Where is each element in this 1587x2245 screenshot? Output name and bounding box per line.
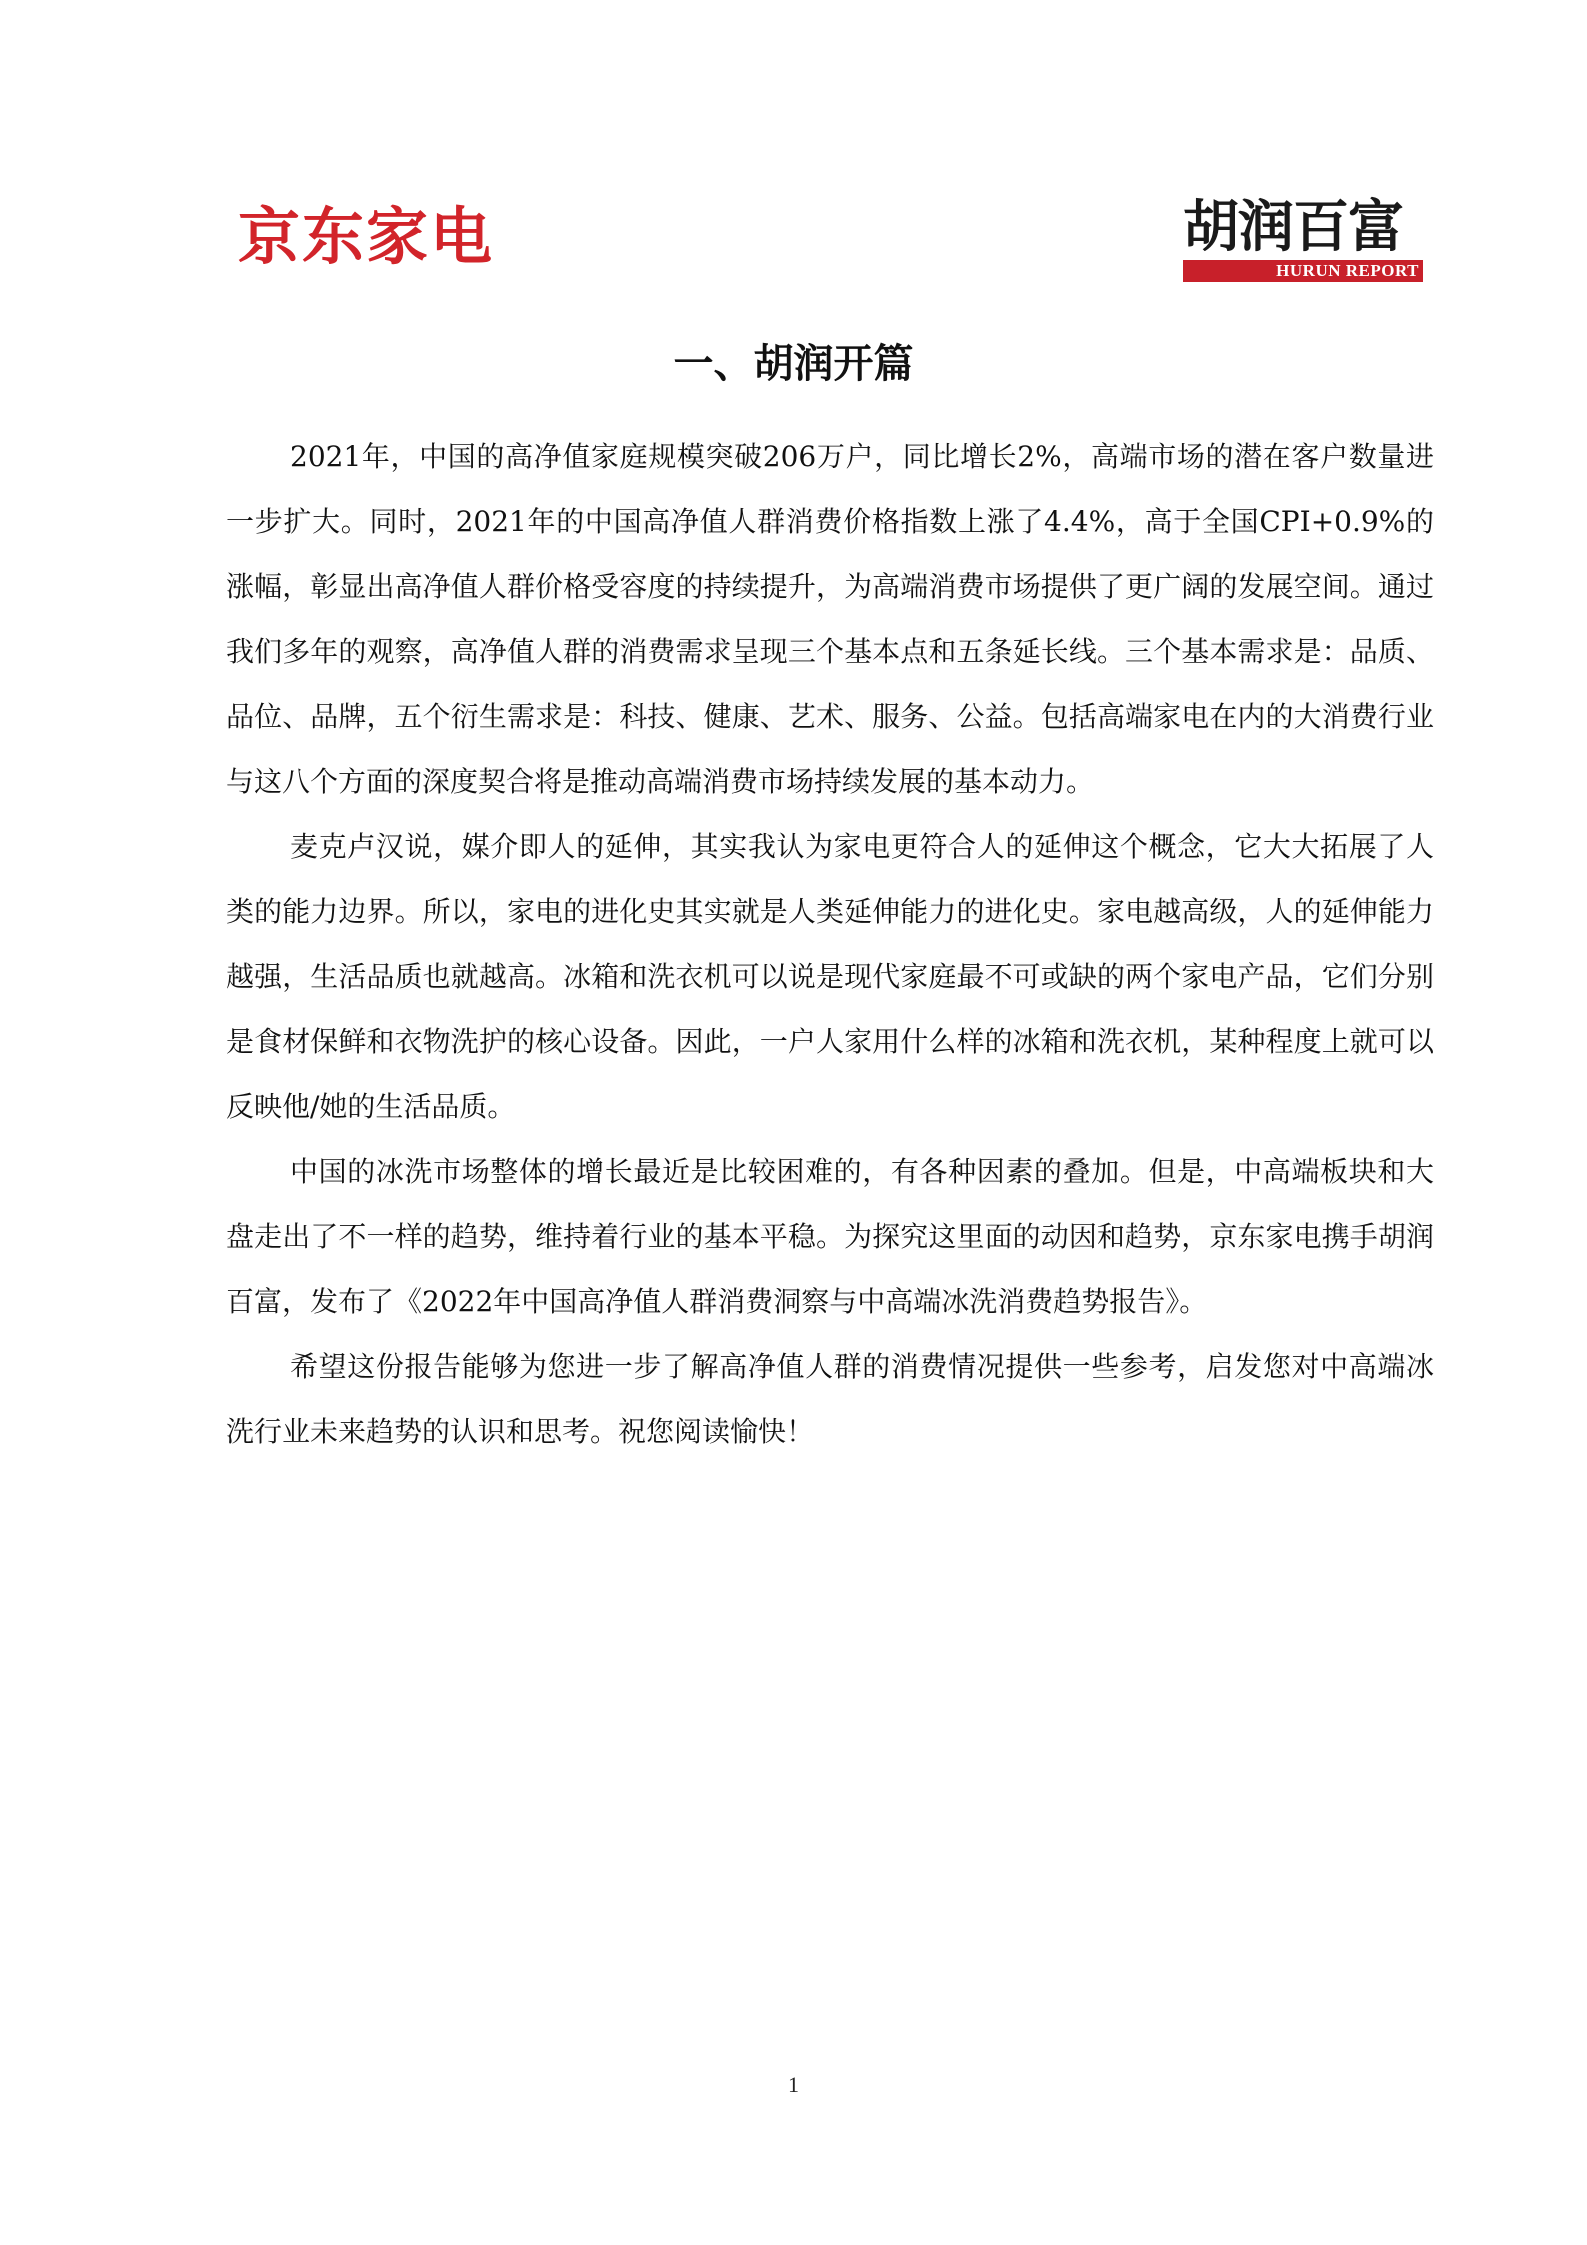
- hurun-logo-english: HURUN REPORT: [1183, 260, 1423, 282]
- jd-appliances-logo: 京东家电: [238, 200, 495, 273]
- hurun-logo-chinese: 胡润百富: [1183, 195, 1403, 260]
- hurun-report-logo: [1183, 195, 1423, 282]
- page-number: 1: [788, 2072, 799, 2097]
- paragraph-3: 中国的冰洗市场整体的增长最近是比较困难的，有各种因素的叠加。但是，中高端板块和大盘走出了不一样的趋势，维持着行业的基本平稳。为探究这里面的动因和趋势，京东家电携手胡润百富，发布了《2022年中国高净值人群消费洞察与中高端冰洗消费趋势报告》。: [226, 1155, 1434, 1318]
- section-title: 一、胡润开篇: [673, 341, 914, 387]
- paragraph-1: 2021年，中国的高净值家庭规模突破206万户，同比增长2%，高端市场的潜在客户数量进一步扩大。同时，2021年的中国高净值人群消费价格指数上涨了4.4%，高于全国CPI+0.9%的涨幅，彰显出高净值人群价格受容度的持续提升，为高端消费市场提供了更广阔的发展空间。通过我们多年的观察，高净值人群的消费需求呈现三个基本点和五条延长线。三个基本需求是：品质、品位、品牌，五个衍生需求是：科技、健康、艺术、服务、公益。包括高端家电在内的大消费行业与这八个方面的深度契合将是推动高端消费市场持续发展的基本动力。: [226, 440, 1434, 798]
- paragraph-2: 麦克卢汉说，媒介即人的延伸，其实我认为家电更符合人的延伸这个概念，它大大拓展了人类的能力边界。所以，家电的进化史其实就是人类延伸能力的进化史。家电越高级，人的延伸能力越强，生活品质也就越高。冰箱和洗衣机可以说是现代家庭最不可或缺的两个家电产品，它们分别是食材保鲜和衣物洗护的核心设备。因此，一户人家用什么样的冰箱和洗衣机，某种程度上就可以反映他/她的生活品质。: [226, 830, 1434, 1123]
- paragraph-4: 希望这份报告能够为您进一步了解高净值人群的消费情况提供一些参考，启发您对中高端冰洗行业未来趋势的认识和思考。祝您阅读愉快！: [226, 1350, 1434, 1448]
- body-text: [226, 424, 1434, 1464]
